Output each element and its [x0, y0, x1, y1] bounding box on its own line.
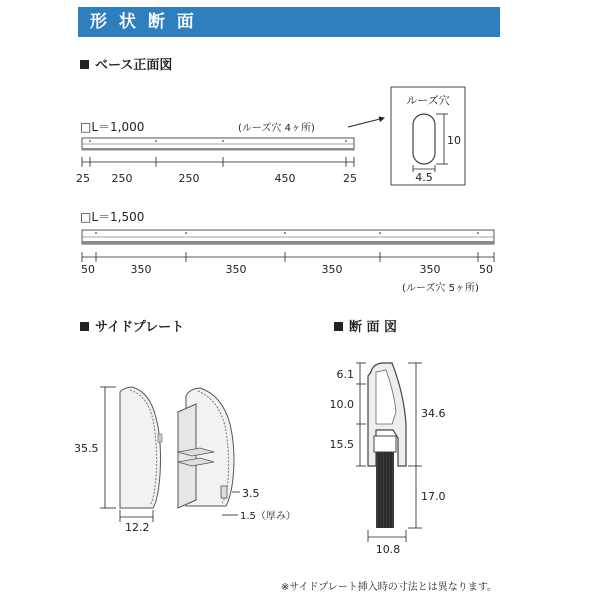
- cs-dim-total: 34.6: [421, 407, 446, 420]
- l1000-slot-note: (ルーズ穴 4ヶ所): [238, 123, 315, 134]
- dim-1500-1: 350: [130, 263, 152, 276]
- dim-1500-4: 350: [419, 263, 441, 276]
- side-plate-tab: 3.5: [242, 487, 260, 500]
- l1000-label: □L＝1,000: [80, 120, 145, 134]
- loose-hole-height: 10: [447, 134, 461, 147]
- cross-section-profile: [368, 363, 406, 466]
- loose-hole-title: ルーズ穴: [406, 94, 450, 107]
- dim-line-1500: [82, 252, 494, 262]
- side-plate-title-text: サイドプレート: [95, 320, 185, 335]
- loose-hole-width: 4.5: [415, 171, 433, 184]
- dim-1500-2: 350: [225, 263, 247, 276]
- dim-1000-0: 25: [76, 172, 90, 185]
- dim-line-1000: [82, 157, 354, 167]
- side-plate-thickness: 1.5（厚み）: [240, 511, 296, 522]
- side-plate-width: 12.2: [125, 521, 150, 534]
- base-front-title-text: ベース正面図: [95, 58, 173, 73]
- loose-hole-detail: [391, 87, 465, 185]
- dim-1000-1: 250: [111, 172, 133, 185]
- cs-dim-mid: 10.0: [329, 398, 354, 411]
- dim-1500-3: 350: [321, 263, 343, 276]
- cs-dim-top: 6.1: [336, 368, 354, 381]
- cross-section-title-text: 断 面 図: [349, 320, 398, 335]
- slot-callout-arrow: [348, 118, 384, 127]
- cs-dim-lower: 15.5: [329, 438, 354, 451]
- loose-hole-slot: [413, 114, 435, 164]
- side-plate-back: [178, 388, 234, 508]
- dim-1500-0: 50: [81, 263, 95, 276]
- page-title: 形 状 断 面: [78, 7, 500, 37]
- dim-1000-2: 250: [178, 172, 200, 185]
- l1500-slot-note: (ルーズ穴 5ヶ所): [402, 283, 479, 294]
- dim-1500-5: 50: [479, 263, 493, 276]
- l1500-label: □L＝1,500: [80, 210, 145, 224]
- footnote: ※サイドプレート挿入時の寸法とは異なります。: [280, 582, 497, 593]
- dim-1000-4: 25: [343, 172, 357, 185]
- cs-dim-width: 10.8: [375, 543, 401, 556]
- brush-strip: [376, 452, 394, 528]
- dim-1000-3: 450: [274, 172, 296, 185]
- side-plate-height: 35.5: [74, 442, 99, 455]
- base-bar-1500: [82, 230, 494, 244]
- cs-dim-brush: 17.0: [421, 490, 446, 503]
- side-plate-front: [120, 387, 162, 508]
- base-bar-1000: [82, 138, 354, 151]
